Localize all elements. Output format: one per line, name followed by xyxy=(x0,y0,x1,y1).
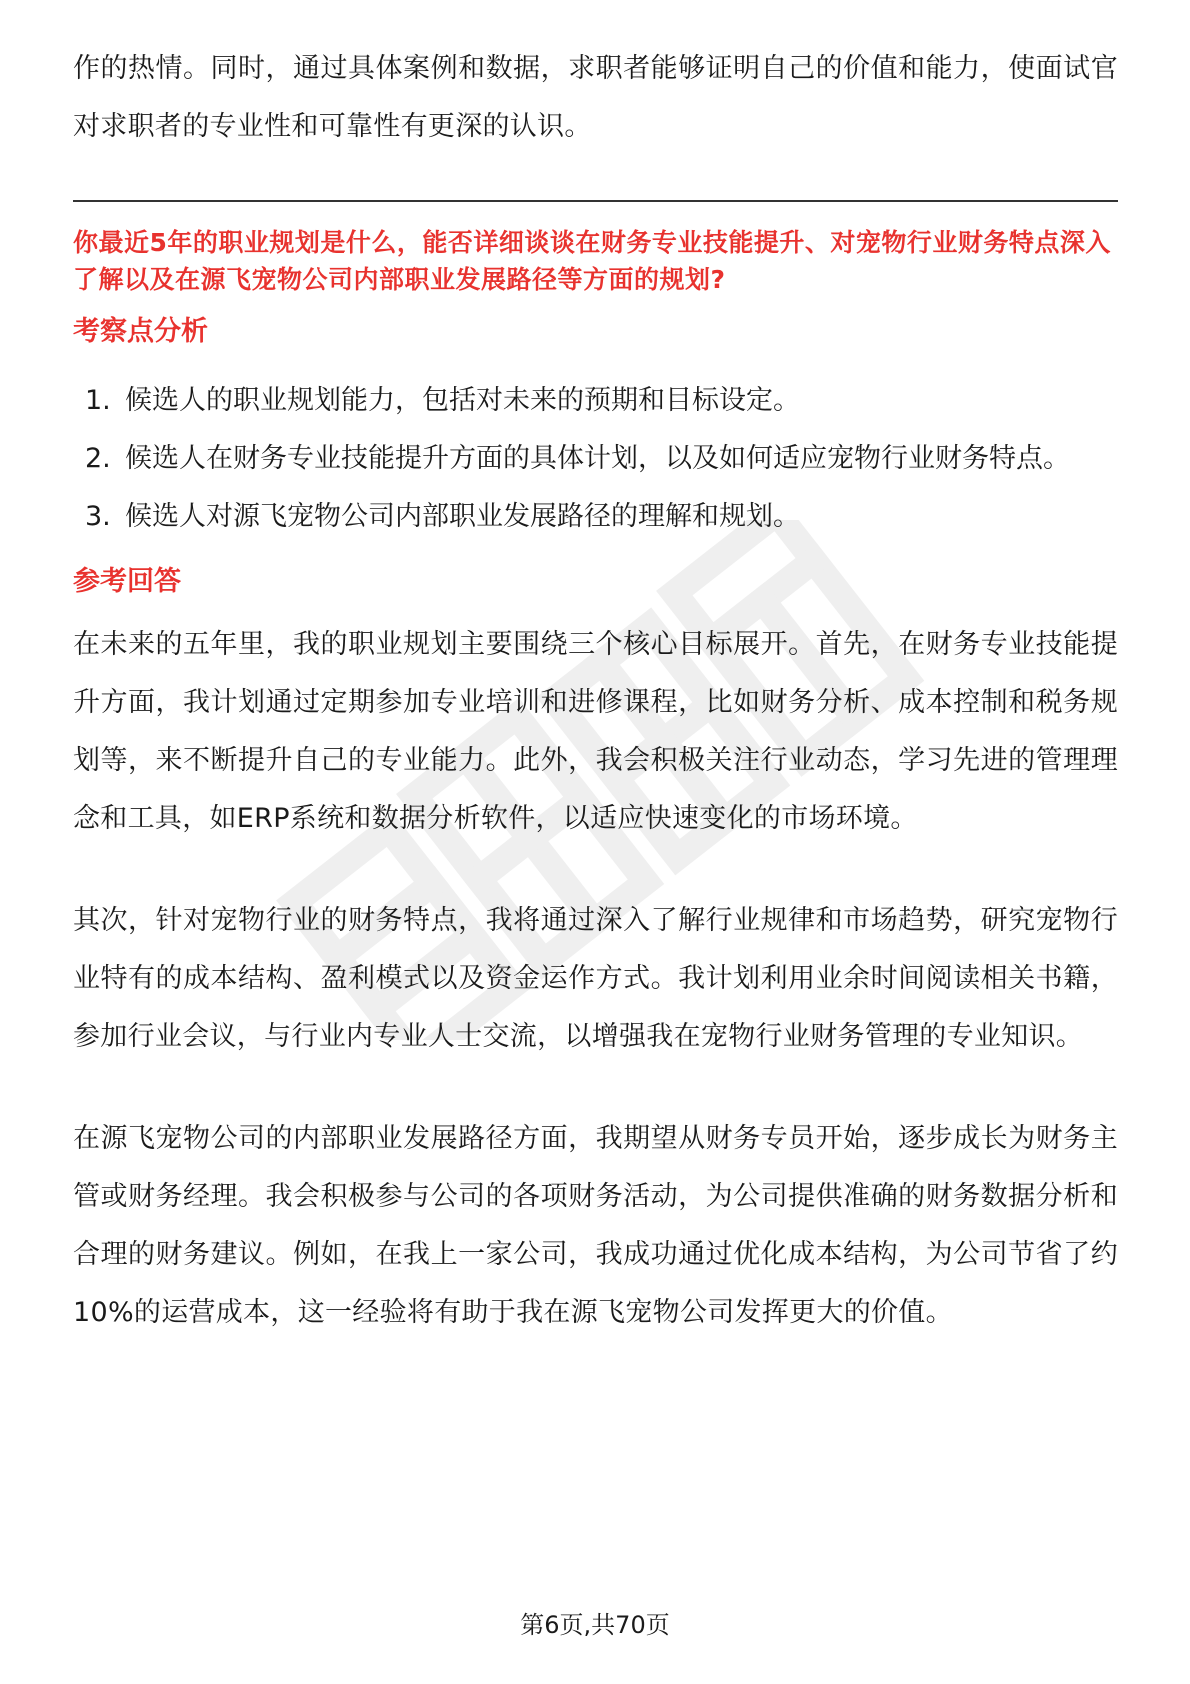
question-heading: 你最近5年的职业规划是什么，能否详细谈谈在财务专业技能提升、对宠物行业财务特点深入了解以及在源飞宠物公司内部职业发展路径等方面的规划? xyxy=(73,228,1111,294)
analysis-point-text: 候选人在财务专业技能提升方面的具体计划，以及如何适应宠物行业财务特点。 xyxy=(125,443,1070,474)
intro-paragraph: 作的热情。同时，通过具体案例和数据，求职者能够证明自己的价值和能力，使面试官对求职者的专业性和可靠性有更深的认识。 xyxy=(73,53,1118,142)
analysis-point xyxy=(73,430,1118,488)
answer-heading: 参考回答 xyxy=(73,566,181,597)
section-divider xyxy=(73,200,1118,202)
analysis-point xyxy=(73,488,1118,546)
analysis-point-text: 候选人的职业规划能力，包括对未来的预期和目标设定。 xyxy=(125,385,800,416)
answer-paragraph: 在源飞宠物公司的内部职业发展路径方面，我期望从财务专员开始，逐步成长为财务主管或财务经理。我会积极参与公司的各项财务活动，为公司提供准确的财务数据分析和合理的财务建议。例如，在我上一家公司，我成功通过优化成本结构，为公司节省了约10%的运营成本，这一经验将有助于我在源飞宠物公司发挥更大的价值。 xyxy=(73,1123,1118,1328)
page-number-footer: 第6页,共70页 xyxy=(520,1611,670,1639)
analysis-point xyxy=(73,372,1118,430)
analysis-point-number: 2. xyxy=(85,443,111,474)
analysis-point-text: 候选人对源飞宠物公司内部职业发展路径的理解和规划。 xyxy=(125,501,800,532)
analysis-point-list xyxy=(73,372,1118,546)
analysis-heading: 考察点分析 xyxy=(73,316,208,347)
analysis-point-number: 3. xyxy=(85,501,111,532)
answer-paragraph: 在未来的五年里，我的职业规划主要围绕三个核心目标展开。首先，在财务专业技能提升方面，我计划通过定期参加专业培训和进修课程，比如财务分析、成本控制和税务规划等，来不断提升自己的专业能力。此外，我会积极关注行业动态，学习先进的管理理念和工具，如ERP系统和数据分析软件，以适应快速变化的市场环境。 xyxy=(73,629,1118,834)
answer-paragraph: 其次，针对宠物行业的财务特点，我将通过深入了解行业规律和市场趋势，研究宠物行业特有的成本结构、盈利模式以及资金运作方式。我计划利用业余时间阅读相关书籍，参加行业会议，与行业内专业人士交流，以增强我在宠物行业财务管理的专业知识。 xyxy=(73,905,1118,1052)
analysis-point-number: 1. xyxy=(85,385,111,416)
document-body xyxy=(73,40,1118,1386)
